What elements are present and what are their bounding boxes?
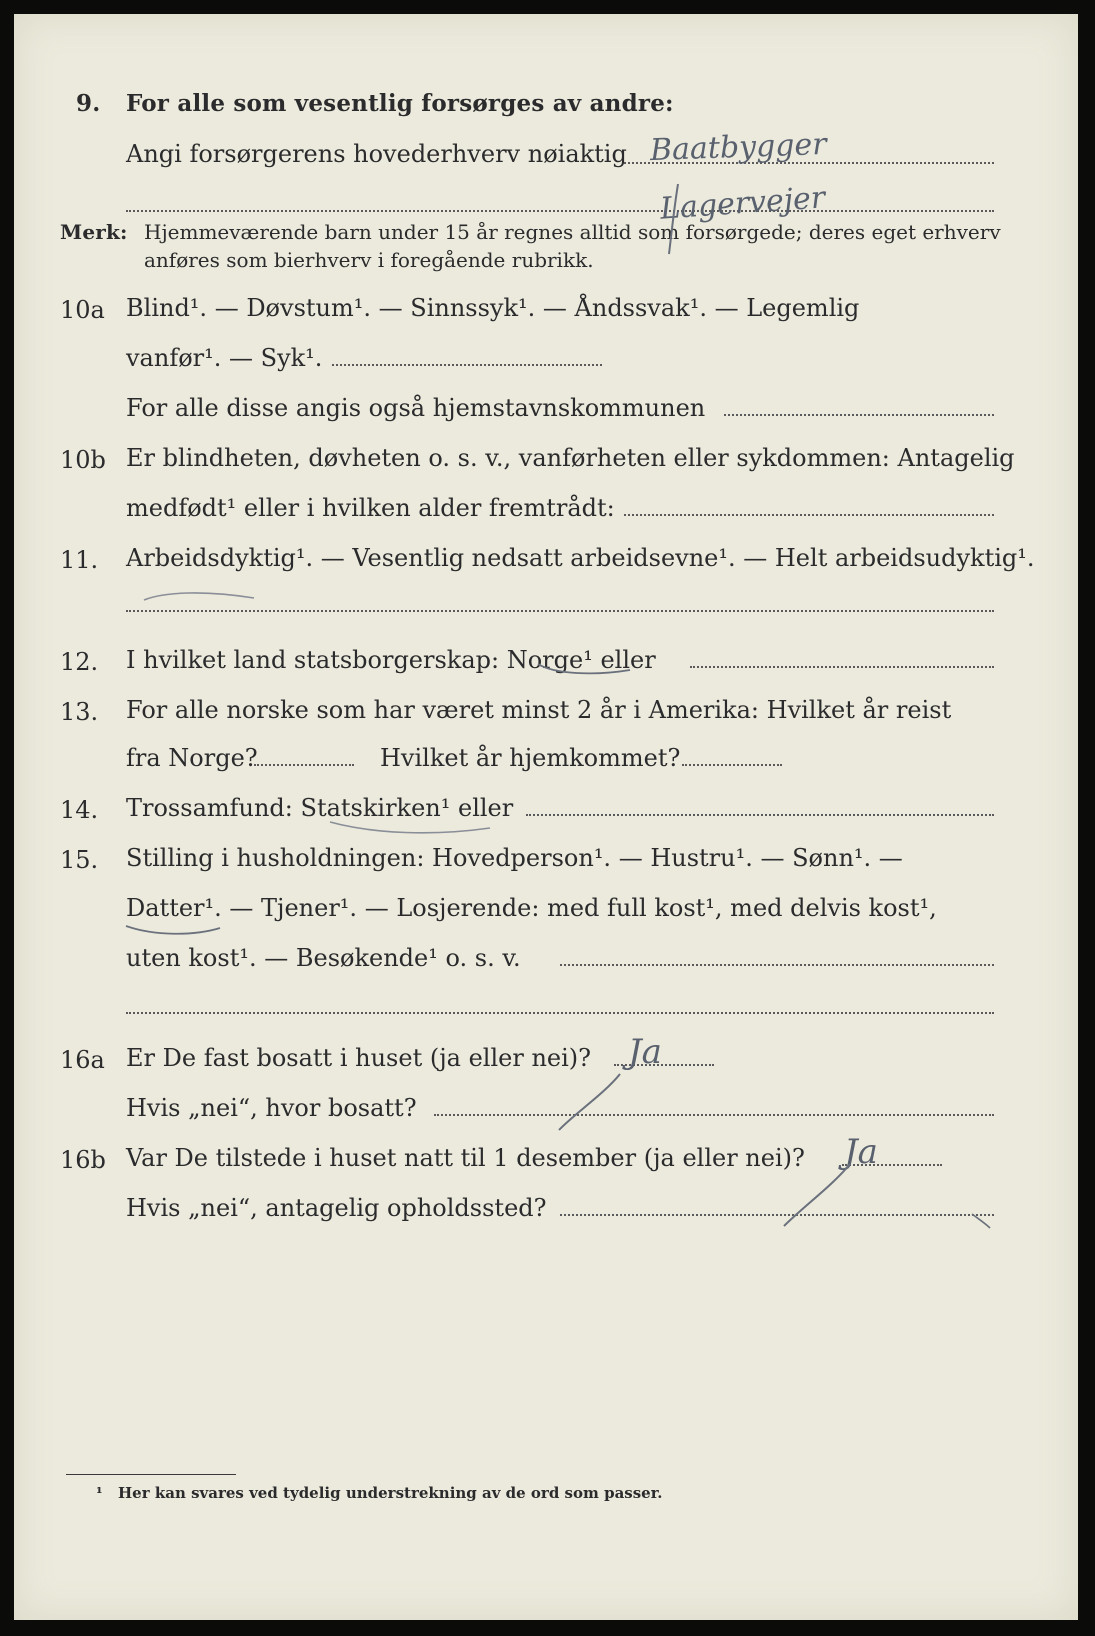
q16b-location-line[interactable] (560, 1214, 994, 1216)
q10b-number: 10b (60, 446, 106, 474)
q15-answer-line-2[interactable] (126, 1012, 994, 1014)
q16a-line-2: Hvis „nei“, hvor bosatt? (126, 1094, 417, 1122)
q10a-line-3: For alle disse angis også hjemstavnskommunen (126, 394, 706, 422)
q9-number: 9. (76, 90, 101, 117)
q10a-number: 10a (60, 296, 105, 324)
q12-line-1: I hvilket land statsborgerskap: Norge¹ eller (126, 646, 656, 674)
q10a-line-1: Blind¹. — Døvstum¹. — Sinnssyk¹. — Åndssvak¹. — Legemlig (126, 294, 860, 322)
q16b-line-2: Hvis „nei“, antagelig opholdssted? (126, 1194, 547, 1222)
q13-left-year-line[interactable] (254, 764, 354, 766)
q9-prompt: Angi forsørgerens hovederhverv nøiaktig (126, 140, 627, 168)
footnote-mark: ¹ (96, 1484, 103, 1502)
q14-number: 14. (60, 796, 99, 824)
q16a-number: 16a (60, 1046, 105, 1074)
q11-line-1: Arbeidsdyktig¹. — Vesentlig nedsatt arbeidsevne¹. — Helt arbeidsudyktig¹. (126, 544, 1035, 572)
q16b-line-1: Var De tilstede i huset natt til 1 desember (ja eller nei)? (126, 1144, 805, 1172)
q12-number: 12. (60, 648, 99, 676)
q16b-handwritten-answer: Ja (844, 1132, 878, 1172)
q11-answer-line[interactable] (126, 610, 994, 612)
q9-handwritten-answer-2: Lagervejer (658, 180, 827, 227)
q16a-line-1: Er De fast bosatt i huset (ja eller nei)? (126, 1044, 592, 1072)
footnote-text: Her kan svares ved tydelig understrekning av de ord som passer. (118, 1484, 663, 1502)
q15-number: 15. (60, 846, 99, 874)
q13-returned-year-line[interactable] (682, 764, 782, 766)
q12-other-country-line[interactable] (690, 666, 994, 668)
q11-number: 11. (60, 546, 99, 574)
q16a-handwritten-answer: Ja (628, 1032, 662, 1072)
footnote-rule (66, 1474, 236, 1475)
q13-line-2a: fra Norge? (126, 744, 258, 772)
q9-handwritten-answer: Baatbygger (649, 126, 828, 169)
q10b-line-2: medfødt¹ eller i hvilken alder fremtrådt: (126, 494, 615, 522)
q16b-number: 16b (60, 1146, 106, 1174)
q13-line-1: For alle norske som har været minst 2 år i Amerika: Hvilket år reist (126, 696, 952, 724)
q14-other-faith-line[interactable] (526, 814, 994, 816)
q10b-line-1: Er blindheten, døvheten o. s. v., vanførheten eller sykdommen: Antagelig (126, 444, 1015, 472)
merk-line-2: anføres som bierhverv i foregående rubrikk. (144, 248, 594, 272)
q9-heading: For alle som vesentlig forsørges av andre: (126, 90, 674, 117)
q13-number: 13. (60, 698, 99, 726)
q9-answer-line-2[interactable] (126, 210, 994, 212)
merk-label: Merk: (60, 220, 128, 244)
q15-line-3: uten kost¹. — Besøkende¹ o. s. v. (126, 944, 521, 972)
q10b-age-line[interactable] (624, 514, 994, 516)
q16a-residence-line[interactable] (434, 1114, 994, 1116)
q15-line-1: Stilling i husholdningen: Hovedperson¹. — Hustru¹. — Sønn¹. — (126, 844, 903, 872)
q15-line-2: Datter¹. — Tjener¹. — Losjerende: med full kost¹, med delvis kost¹, (126, 894, 937, 922)
q13-line-2b: Hvilket år hjemkommet? (380, 744, 681, 772)
q10a-home-municipality-line[interactable] (724, 414, 994, 416)
q14-line-1: Trossamfund: Statskirken¹ eller (126, 794, 514, 822)
census-form-page (14, 14, 1078, 1620)
q15-answer-line[interactable] (560, 964, 994, 966)
merk-line-1: Hjemmeværende barn under 15 år regnes alltid som forsørgede; deres eget erhverv (144, 220, 1001, 244)
q10a-sick-line[interactable] (332, 364, 602, 366)
q10a-line-2: vanfør¹. — Syk¹. (126, 344, 323, 372)
